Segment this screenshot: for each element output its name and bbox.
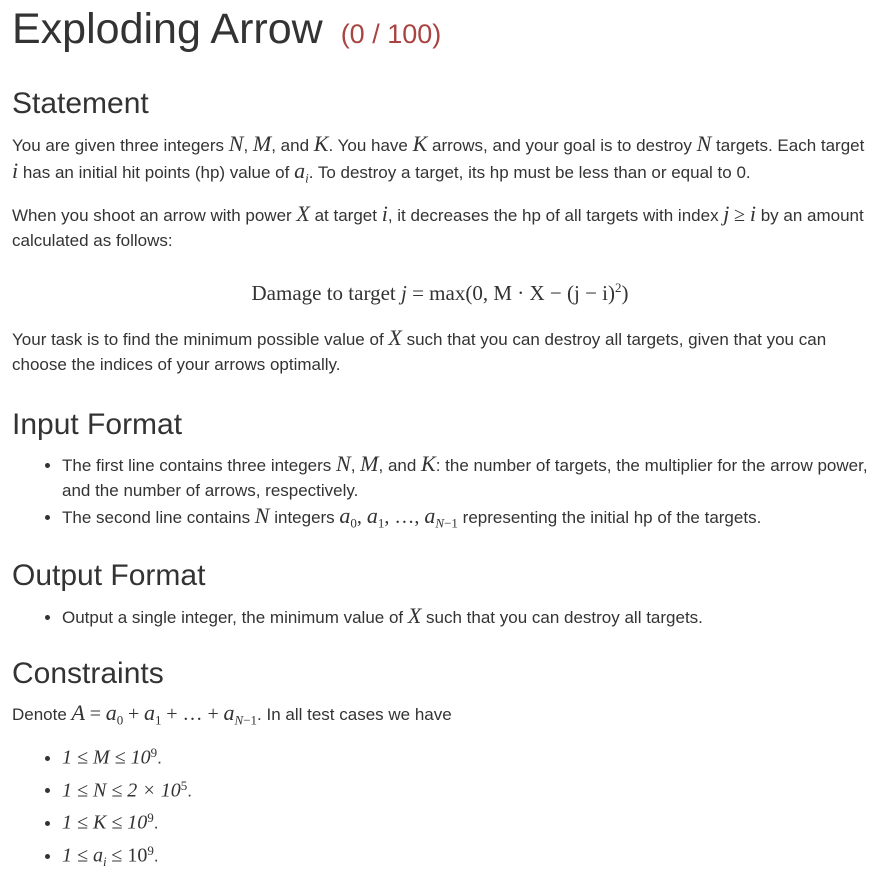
list-item: • The first line contains three integers N, M, and K: the number of targets, the multiplier for the arrow power, and the number of arrows, respectively. (62, 451, 868, 503)
output-format-heading: Output Format (12, 558, 206, 592)
constraints-heading: Constraints (12, 656, 164, 690)
title-text: Exploding Arrow (12, 5, 323, 53)
list-item: • The second line contains N integers $a_0$, $a_1$, …, $a_{N-1}$ representing the initial hp of the targets. (62, 503, 868, 535)
constraint-n: • $1 \le N \le 2 \times 10^5$. (62, 772, 868, 805)
statement-paragraph-3: Your task is to find the minimum possible value of X such that you can destroy all targets, given that you can choose the indices of your arrows optimally. (12, 325, 827, 375)
statement-paragraph-1: You are given three integers N, M, and K. You have K arrows, and your goal is to destroy N targets. Each target i has an initial hit points (hp) value of $a_i$. To destroy a target, its hp must be less than or equal to 0. (12, 131, 865, 186)
score-badge: (0 / 100) (340, 19, 442, 49)
page-title (12, 0, 868, 59)
input-format-heading: Input Format (12, 408, 183, 442)
input-format-list (12, 451, 868, 535)
output-format-list (12, 603, 868, 630)
constraint-m: • $1 \le M \le 10^9$. (62, 739, 868, 772)
constraints-intro: Denote $A = a_0 + a_1$ + … + $a_{N-1}$. In all test cases we have (12, 699, 452, 728)
list-item: • Output a single integer, the minimum value of X such that you can destroy all targets. (62, 603, 868, 630)
constraint-k: • $1 \le K \le 10^9$. (62, 804, 868, 837)
constraint-a: • $1 \le a_i \le 10^9$. (62, 837, 868, 875)
statement-heading: Statement (12, 87, 149, 120)
damage-equation: Damage to target j = max(0, $M \cdot X - (j - i)^2$) (251, 280, 629, 306)
statement-paragraph-2: When you shoot an arrow with power X at target i, it decreases the hp of all targets with index j ≥ i by an amount calculated as follows: (12, 201, 864, 251)
constraints-list (12, 739, 868, 875)
